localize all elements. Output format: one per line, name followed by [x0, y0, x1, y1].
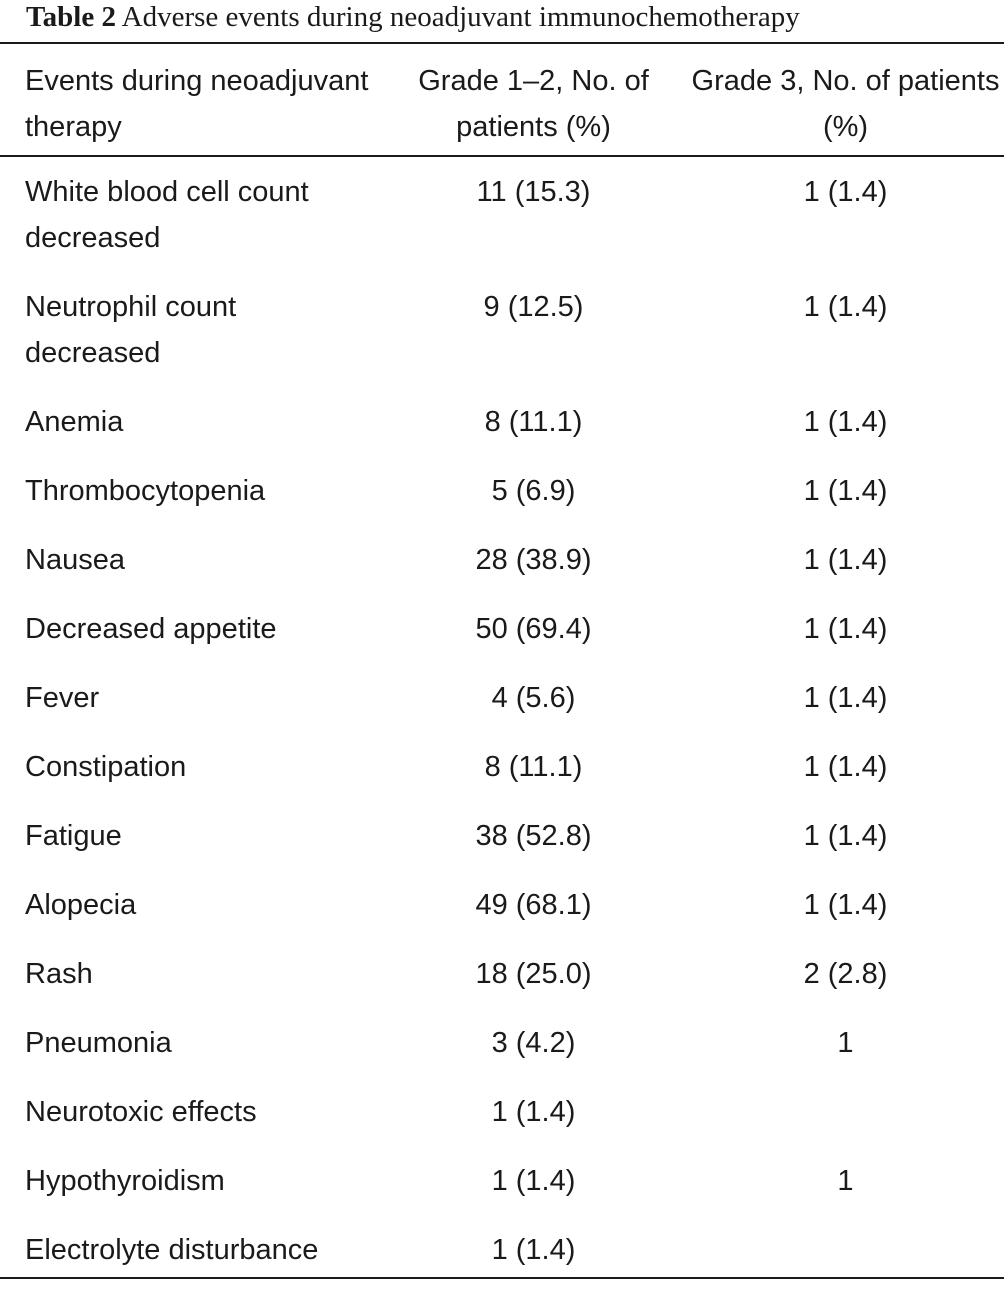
- table-row: [0, 882, 1004, 951]
- table-row: [0, 1158, 1004, 1227]
- cell-grade-3: 1 (1.4): [803, 176, 888, 208]
- cell-event: Anemia: [25, 406, 124, 438]
- table-row: [0, 169, 1004, 284]
- cell-grade-3: 1 (1.4): [803, 406, 888, 438]
- cell-grade-1-2: 8 (11.1): [484, 751, 583, 783]
- cell-event: Decreased appetite: [25, 613, 277, 645]
- cell-grade-1-2: 1 (1.4): [491, 1234, 576, 1266]
- table-row: [0, 537, 1004, 606]
- cell-grade-3: 1 (1.4): [803, 291, 888, 323]
- cell-grade-1-2: 8 (11.1): [484, 406, 583, 438]
- table-spacer: [0, 155, 1004, 169]
- cell-grade-1-2: 50 (69.4): [475, 613, 592, 645]
- table-header: [0, 44, 1004, 155]
- cell-grade-3: 1 (1.4): [803, 751, 888, 783]
- cell-grade-3: 1 (1.4): [803, 820, 888, 852]
- cell-grade-3: 1 (1.4): [803, 682, 888, 714]
- cell-grade-3: 1 (1.4): [803, 475, 888, 507]
- column-header-grade-3: Grade 3, No. of patients (%): [691, 65, 1000, 143]
- cell-event: Fatigue: [25, 820, 122, 852]
- cell-event: Hypothyroidism: [25, 1165, 225, 1197]
- cell-event: Pneumonia: [25, 1027, 172, 1059]
- cell-grade-1-2: 4 (5.6): [491, 682, 576, 714]
- cell-event: Neutrophil count decreased: [25, 291, 237, 369]
- cell-grade-3: 2 (2.8): [803, 958, 888, 990]
- cell-grade-3: 1 (1.4): [803, 613, 888, 645]
- cell-grade-1-2: 18 (25.0): [475, 958, 592, 990]
- cell-event: Rash: [25, 958, 93, 990]
- table-caption: [26, 0, 800, 36]
- table-caption-title: Adverse events during neoadjuvant immunochemotherapy: [121, 1, 800, 33]
- table-row: [0, 951, 1004, 1020]
- cell-grade-1-2: 11 (15.3): [476, 176, 591, 208]
- cell-grade-1-2: 1 (1.4): [491, 1096, 576, 1128]
- table-row: [0, 399, 1004, 468]
- table-row: [0, 284, 1004, 399]
- table-row: [0, 675, 1004, 744]
- cell-grade-1-2: 28 (38.9): [475, 544, 592, 576]
- cell-event: Neurotoxic effects: [25, 1096, 257, 1128]
- cell-event: Thrombocytopenia: [25, 475, 266, 507]
- cell-grade-3: 1 (1.4): [803, 544, 888, 576]
- cell-grade-3: [687, 1227, 1004, 1296]
- table-row: [0, 744, 1004, 813]
- cell-grade-3: [687, 1089, 1004, 1158]
- cell-event: Electrolyte disturbance: [25, 1234, 319, 1266]
- table-row: [0, 468, 1004, 537]
- cell-grade-1-2: 9 (12.5): [483, 291, 584, 323]
- table-row: [0, 606, 1004, 675]
- cell-event: Constipation: [25, 751, 187, 783]
- cell-grade-1-2: 1 (1.4): [491, 1165, 576, 1197]
- cell-grade-3: 1: [837, 1027, 854, 1059]
- table-body: [0, 155, 1004, 1296]
- table-caption-label: Table 2: [26, 1, 116, 33]
- cell-event: Fever: [25, 682, 100, 714]
- cell-grade-1-2: 38 (52.8): [475, 820, 592, 852]
- cell-event: Nausea: [25, 544, 125, 576]
- cell-event: White blood cell count decreased: [25, 176, 309, 254]
- table-row: [0, 1227, 1004, 1296]
- table-header-row: [0, 44, 1004, 155]
- cell-grade-3: 1: [837, 1165, 854, 1197]
- table-row: [0, 1089, 1004, 1158]
- table-row: [0, 1020, 1004, 1089]
- table-row: [0, 813, 1004, 882]
- cell-event: Alopecia: [25, 889, 137, 921]
- column-header-event: Events during neoadjuvant therapy: [25, 65, 369, 143]
- cell-grade-1-2: 5 (6.9): [491, 475, 576, 507]
- cell-grade-3: 1 (1.4): [803, 889, 888, 921]
- adverse-events-table: [0, 44, 1004, 1296]
- column-header-grade-1-2: Grade 1–2, No. of patients (%): [418, 65, 649, 143]
- cell-grade-1-2: 3 (4.2): [491, 1027, 576, 1059]
- cell-grade-1-2: 49 (68.1): [475, 889, 592, 921]
